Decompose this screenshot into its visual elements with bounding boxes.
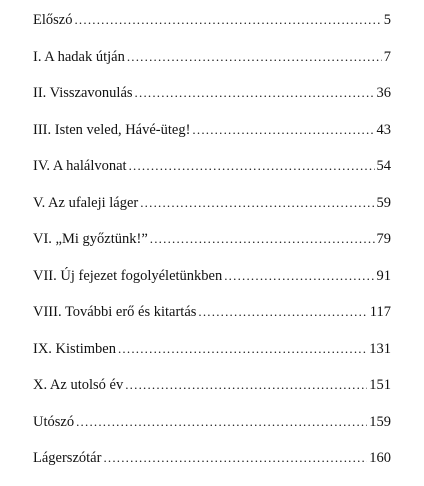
- toc-entry-title: VI. „Mi győztünk!”: [33, 231, 148, 247]
- toc-entry-chapter-8: [33, 300, 391, 337]
- dot-leader: [192, 118, 374, 142]
- toc-entry-title: VIII. További erő és kitartás: [33, 304, 197, 320]
- toc-entry-title: III. Isten veled, Hávé-üteg!: [33, 121, 191, 138]
- toc-entry-page: 36: [376, 85, 391, 101]
- toc-entry-chapter-2: [33, 81, 391, 118]
- dot-leader: [127, 45, 382, 69]
- toc-entry-eloszo: [33, 8, 391, 45]
- dot-leader: [224, 264, 374, 288]
- toc-entry-title: VII. Új fejezet fogolyéletünkben: [33, 267, 223, 284]
- toc-entry-chapter-4: [33, 154, 391, 191]
- toc-entry-page: 5: [383, 12, 391, 28]
- toc-entry-page: 79: [376, 231, 391, 247]
- dot-leader: [135, 81, 375, 105]
- toc-entry-title: Előszó: [33, 12, 73, 28]
- toc-entry-page: 151: [369, 377, 391, 393]
- toc-entry-page: 7: [383, 48, 391, 65]
- toc-entry-title: Lágerszótár: [33, 450, 102, 466]
- toc-entry-page: 131: [369, 340, 391, 357]
- toc-entry-chapter-6: [33, 227, 391, 264]
- dot-leader: [198, 300, 367, 324]
- dot-leader: [150, 227, 375, 251]
- toc-entry-title: II. Visszavonulás: [33, 85, 133, 101]
- toc-entry-chapter-7: [33, 264, 391, 301]
- toc-entry-chapter-10: [33, 373, 391, 410]
- toc-entry-page: 43: [376, 121, 391, 138]
- dot-leader: [140, 191, 374, 215]
- toc-entry-page: 160: [369, 450, 391, 466]
- toc-entry-page: 117: [369, 304, 391, 320]
- toc-entry-title: Utószó: [33, 413, 75, 430]
- dot-leader: [103, 446, 367, 470]
- dot-leader: [125, 373, 367, 397]
- toc-entry-utoszo: [33, 410, 391, 447]
- toc-entry-title: IX. Kistimben: [33, 340, 116, 357]
- toc-entry-title: V. Az ufaleji láger: [33, 194, 139, 211]
- toc-entry-title: IV. A halálvonat: [33, 158, 127, 174]
- toc-entry-page: 54: [376, 158, 391, 174]
- dot-leader: [118, 337, 367, 361]
- toc-entry-chapter-3: [33, 118, 391, 155]
- toc-entry-page: 59: [376, 194, 391, 211]
- toc-entry-title: I. A hadak útján: [33, 48, 125, 65]
- toc-entry-chapter-5: [33, 191, 391, 228]
- toc-entry-title: X. Az utolsó év: [33, 377, 124, 393]
- toc-entry-lagerszotar: [33, 446, 391, 483]
- dot-leader: [76, 410, 367, 434]
- toc-entry-page: 91: [376, 267, 391, 284]
- toc-entry-chapter-9: [33, 337, 391, 374]
- dot-leader: [74, 8, 381, 32]
- toc-entry-chapter-1: [33, 45, 391, 82]
- table-of-contents: [33, 8, 391, 483]
- dot-leader: [129, 154, 375, 178]
- toc-entry-page: 159: [369, 413, 391, 430]
